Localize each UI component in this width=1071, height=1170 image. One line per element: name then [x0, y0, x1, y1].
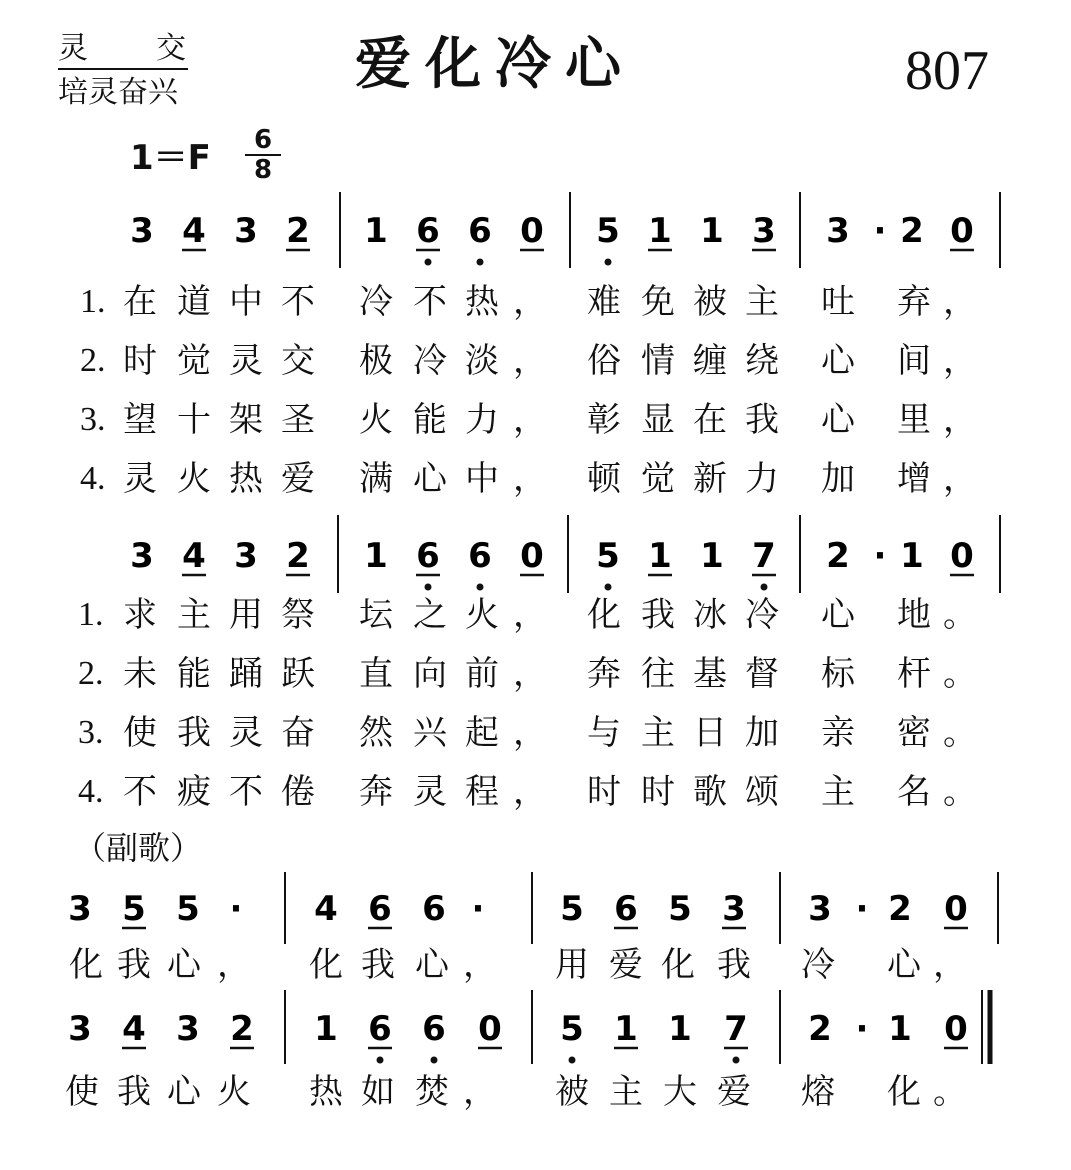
lyric-char: 。	[933, 1072, 967, 1112]
lyric-char: 能	[177, 654, 211, 694]
lyric-char: 兴	[413, 713, 447, 753]
low-octave-dot	[605, 584, 612, 591]
lyric-char: 情	[641, 341, 675, 381]
lyric-char: 主	[641, 713, 675, 753]
lyric-char: 中	[465, 459, 499, 499]
lyric-char: 日	[693, 713, 727, 753]
lyric-char: 用	[555, 945, 589, 985]
chorus-label: （副歌）	[74, 829, 203, 867]
lyric-char: 化	[69, 945, 103, 985]
lyric-char: 我	[117, 945, 151, 985]
lyric-char: 不	[281, 282, 315, 322]
lyric-char: 直	[359, 654, 393, 694]
lyric-char: 冷	[745, 595, 779, 635]
lyric-char: 焚	[415, 1072, 449, 1112]
lyric-char: 时	[587, 772, 621, 812]
lyric-char: 觉	[641, 459, 675, 499]
lyric-char: 主	[745, 282, 779, 322]
lyric-char: 在	[123, 282, 157, 322]
lyric-char: 在	[693, 400, 727, 440]
note: 1	[364, 211, 388, 251]
lyric-char: 跃	[281, 654, 315, 694]
lyric-char: 火	[359, 400, 393, 440]
lyric-char: 架	[229, 400, 263, 440]
lyric-char: 颂	[745, 772, 779, 812]
lyric-char: ，	[463, 945, 497, 985]
lyric-char: 往	[641, 654, 675, 694]
dot-note: ·	[855, 1009, 869, 1049]
low-octave-dot	[431, 1057, 438, 1064]
lyric-char: 绕	[745, 341, 779, 381]
note: 2	[808, 1009, 832, 1049]
lyric-char: 化	[887, 1072, 921, 1112]
lyric-char: 熔	[801, 1072, 835, 1112]
note: 1	[700, 211, 724, 251]
lyric-char: 程	[465, 772, 499, 812]
note: 5	[122, 889, 146, 929]
lyric-char: 显	[641, 400, 675, 440]
lyric-char: 冷	[801, 945, 835, 985]
verse-number: 3.	[80, 401, 106, 438]
lyric-char: 歌	[693, 772, 727, 812]
lyric-char: 被	[693, 282, 727, 322]
key-signature: 1＝F	[130, 138, 211, 178]
lyric-char: 。	[943, 654, 977, 694]
lyric-char: 主	[177, 595, 211, 635]
lyric-char: 爱	[281, 459, 315, 499]
lyric-char: ，	[513, 772, 547, 812]
lyric-char: 疲	[177, 772, 211, 812]
dot-note: ·	[229, 889, 243, 929]
note: 0	[944, 1009, 968, 1049]
lyric-char: 满	[359, 459, 393, 499]
note: 6	[422, 1009, 446, 1049]
lyric-char: ，	[463, 1072, 497, 1112]
lyric-char: 道	[177, 282, 211, 322]
note: 2	[286, 211, 310, 251]
note: 1	[900, 536, 924, 576]
time-signature-top: 6	[253, 125, 273, 155]
hymn-number: 807	[905, 40, 989, 102]
lyric-char: ，	[513, 595, 547, 635]
lyric-char: ，	[943, 282, 977, 322]
note: 1	[648, 211, 672, 251]
lyric-char: 觉	[177, 341, 211, 381]
note: 1	[668, 1009, 692, 1049]
note: 2	[286, 536, 310, 576]
lyric-char: 望	[123, 400, 157, 440]
lyric-char: 缠	[693, 341, 727, 381]
lyric-char: 标	[821, 654, 855, 694]
lyric-char: 名	[897, 772, 931, 812]
lyric-char: 求	[123, 595, 157, 635]
lyric-char: 火	[217, 1072, 251, 1112]
lyric-char: 灵	[229, 713, 263, 753]
note: 4	[182, 211, 206, 251]
note: 6	[368, 1009, 392, 1049]
lyric-char: 灵	[229, 341, 263, 381]
lyric-char: 力	[745, 459, 779, 499]
lyric-char: 与	[587, 713, 621, 753]
note: 1	[648, 536, 672, 576]
lyric-char: 心	[887, 945, 921, 985]
note: 1	[614, 1009, 638, 1049]
low-octave-dot	[761, 584, 768, 591]
lyric-char: 力	[465, 400, 499, 440]
lyric-char: 彰	[587, 400, 621, 440]
note: 5	[596, 536, 620, 576]
note: 3	[68, 1009, 92, 1049]
lyric-char: 奔	[359, 772, 393, 812]
lyric-char: 爱	[717, 1072, 751, 1112]
note: 0	[950, 211, 974, 251]
note: 0	[944, 889, 968, 929]
note: 6	[614, 889, 638, 929]
lyric-char: 坛	[359, 595, 393, 635]
lyric-char: 密	[897, 713, 931, 753]
low-octave-dot	[733, 1057, 740, 1064]
lyric-char: 爱	[609, 945, 643, 985]
lyric-char: 主	[609, 1072, 643, 1112]
lyric-char: 之	[413, 595, 447, 635]
lyric-char: 免	[641, 282, 675, 322]
note: 1	[888, 1009, 912, 1049]
lyric-char: 我	[641, 595, 675, 635]
lyric-char: ，	[513, 400, 547, 440]
note: 2	[888, 889, 912, 929]
lyric-char: ，	[513, 713, 547, 753]
lyric-char: 不	[123, 772, 157, 812]
lyric-char: 不	[229, 772, 263, 812]
lyric-char: ，	[513, 654, 547, 694]
lyric-char: 心	[413, 459, 447, 499]
lyric-char: 心	[821, 595, 855, 635]
lyric-char: 如	[361, 1072, 395, 1112]
note: 3	[826, 211, 850, 251]
lyric-char: 灵	[123, 459, 157, 499]
lyric-char: 不	[413, 282, 447, 322]
lyric-char: 我	[717, 945, 751, 985]
lyric-char: 主	[821, 772, 855, 812]
lyric-char: 十	[177, 400, 211, 440]
lyric-char: 热	[309, 1072, 343, 1112]
hymn-title: 爱化冷心	[355, 32, 635, 97]
note: 5	[176, 889, 200, 929]
lyric-char: ，	[943, 400, 977, 440]
category-char-1: 灵	[58, 31, 90, 66]
lyric-char: 向	[413, 654, 447, 694]
lyric-char: ，	[513, 459, 547, 499]
note: 6	[468, 536, 492, 576]
lyric-char: 交	[281, 341, 315, 381]
lyric-char: 倦	[281, 772, 315, 812]
note: 5	[560, 889, 584, 929]
lyric-char: 踊	[229, 654, 263, 694]
lyric-char: 祭	[281, 595, 315, 635]
lyric-char: 时	[123, 341, 157, 381]
lyric-char: 心	[167, 945, 201, 985]
low-octave-dot	[377, 1057, 384, 1064]
category-char-2: 交	[156, 31, 188, 66]
note: 3	[808, 889, 832, 929]
music-row	[68, 990, 990, 1064]
dot-note: ·	[855, 889, 869, 929]
lyric-char: 顿	[587, 459, 621, 499]
note: 3	[176, 1009, 200, 1049]
note: 3	[752, 211, 776, 251]
lyric-char: 新	[693, 459, 727, 499]
lyric-char: 心	[167, 1072, 201, 1112]
lyric-char: 火	[465, 595, 499, 635]
lyric-char: 心	[821, 341, 855, 381]
lyric-char: 奋	[281, 713, 315, 753]
lyric-char: 冷	[359, 282, 393, 322]
lyric-char: 地	[897, 595, 931, 635]
lyric-char: 心	[415, 945, 449, 985]
lyric-char: 热	[229, 459, 263, 499]
lyric-char: 亲	[821, 713, 855, 753]
lyric-char: 奔	[587, 654, 621, 694]
lyric-char: 加	[745, 713, 779, 753]
note: 1	[700, 536, 724, 576]
low-octave-dot	[425, 584, 432, 591]
note: 4	[314, 889, 338, 929]
lyric-char: 俗	[587, 341, 621, 381]
lyric-char: 增	[897, 459, 931, 499]
note: 4	[122, 1009, 146, 1049]
note: 2	[230, 1009, 254, 1049]
lyric-char: 圣	[281, 400, 315, 440]
lyric-char: 我	[117, 1072, 151, 1112]
lyric-char: ，	[513, 282, 547, 322]
note: 2	[900, 211, 924, 251]
verse-number: 4.	[80, 460, 106, 497]
lyric-char: 督	[745, 654, 779, 694]
lyric-char: 前	[465, 654, 499, 694]
note: 0	[478, 1009, 502, 1049]
lyric-char: 加	[821, 459, 855, 499]
note: 3	[68, 889, 92, 929]
lyric-char: 间	[897, 341, 931, 381]
note: 1	[314, 1009, 338, 1049]
low-octave-dot	[477, 259, 484, 266]
music-row	[130, 515, 1000, 593]
note: 5	[560, 1009, 584, 1049]
lyric-char: ，	[943, 341, 977, 381]
lyric-char: 被	[555, 1072, 589, 1112]
note: 1	[364, 536, 388, 576]
verse-number: 1.	[80, 283, 106, 320]
lyric-char: 冷	[413, 341, 447, 381]
lyric-char: 。	[943, 713, 977, 753]
lyric-char: 火	[177, 459, 211, 499]
low-octave-dot	[477, 584, 484, 591]
lyric-char: 能	[413, 400, 447, 440]
low-octave-dot	[425, 259, 432, 266]
music-row	[68, 872, 998, 944]
note: 3	[722, 889, 746, 929]
note: 6	[416, 211, 440, 251]
lyric-char: 然	[359, 713, 393, 753]
lyric-char: 化	[587, 595, 621, 635]
lyric-char: 起	[465, 713, 499, 753]
lyric-char: 。	[943, 595, 977, 635]
note: 7	[724, 1009, 748, 1049]
lyric-char: 心	[821, 400, 855, 440]
note: 0	[520, 536, 544, 576]
lyric-char: 时	[641, 772, 675, 812]
verse-number: 1.	[78, 596, 104, 633]
dot-note: ·	[873, 211, 887, 251]
note: 5	[596, 211, 620, 251]
lyric-char: 里	[897, 400, 931, 440]
note: 6	[468, 211, 492, 251]
time-signature-bottom: 8	[245, 154, 281, 184]
note: 3	[234, 536, 258, 576]
note: 6	[416, 536, 440, 576]
low-octave-dot	[569, 1057, 576, 1064]
lyric-char: 灵	[413, 772, 447, 812]
dot-note: ·	[873, 536, 887, 576]
lyric-char: 我	[745, 400, 779, 440]
lyric-char: ，	[933, 945, 967, 985]
lyric-char: ，	[943, 459, 977, 499]
lyric-char: ，	[217, 945, 251, 985]
lyric-char: 中	[229, 282, 263, 322]
note: 6	[422, 889, 446, 929]
lyric-char: 使	[65, 1072, 99, 1112]
lyric-char: 大	[663, 1072, 697, 1112]
note: 0	[950, 536, 974, 576]
note: 3	[130, 536, 154, 576]
note: 0	[520, 211, 544, 251]
lyric-char: 。	[943, 772, 977, 812]
lyric-char: 化	[309, 945, 343, 985]
low-octave-dot	[605, 259, 612, 266]
note: 3	[130, 211, 154, 251]
lyric-char: 弃	[897, 282, 931, 322]
verse-number: 3.	[78, 714, 104, 751]
lyric-char: 极	[359, 341, 393, 381]
lyric-char: 化	[661, 945, 695, 985]
lyric-char: 难	[587, 282, 621, 322]
lyric-char: 吐	[821, 282, 855, 322]
music-row	[130, 192, 1000, 268]
note: 2	[826, 536, 850, 576]
note: 4	[182, 536, 206, 576]
subcategory-label: 培灵奋兴	[58, 75, 178, 110]
dot-note: ·	[471, 889, 485, 929]
note: 7	[752, 536, 776, 576]
lyric-char: 热	[465, 282, 499, 322]
note: 5	[668, 889, 692, 929]
lyric-char: 用	[229, 595, 263, 635]
lyric-char: 淡	[465, 341, 499, 381]
note: 6	[368, 889, 392, 929]
lyric-char: 冰	[693, 595, 727, 635]
lyric-char: 基	[693, 654, 727, 694]
lyric-char: 我	[177, 713, 211, 753]
lyric-char: ，	[513, 341, 547, 381]
note: 3	[234, 211, 258, 251]
lyric-char: 杆	[897, 654, 931, 694]
lyric-char: 未	[123, 654, 157, 694]
verse-number: 2.	[80, 342, 106, 379]
lyric-char: 我	[361, 945, 395, 985]
verse-number: 4.	[78, 773, 104, 810]
verse-number: 2.	[78, 655, 104, 692]
lyric-char: 使	[123, 713, 157, 753]
